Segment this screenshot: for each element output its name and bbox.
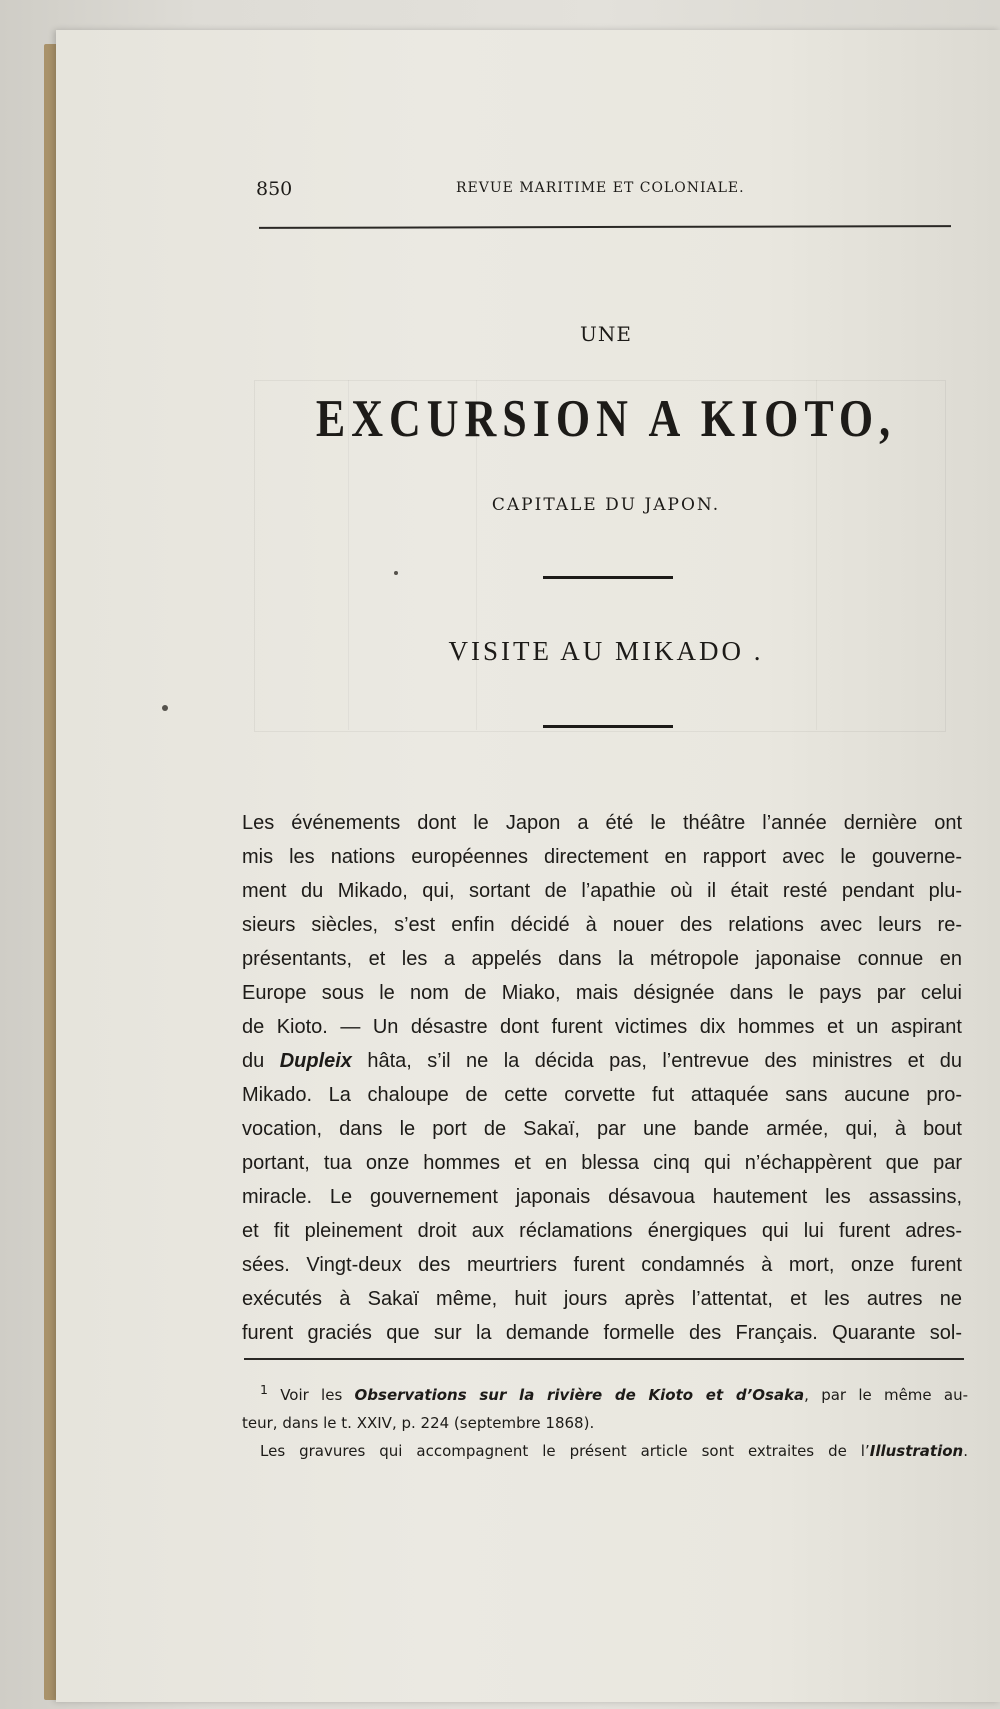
body-line: Les événements dont le Japon a été le théâtre l’année dernière ont	[242, 812, 962, 834]
running-head	[56, 178, 1000, 208]
body-line	[242, 1044, 962, 1078]
body-line: sieurs siècles, s’est enfin décidé à nouer des relations avec leurs re-	[242, 914, 962, 936]
ship-name: Dupleix	[279, 1050, 352, 1072]
body-line: miracle. Le gouvernement japonais désavoua hautement les assassins,	[242, 1186, 962, 1208]
body-line: Europe sous le nom de Miako, mais désignée dans le pays par celui	[242, 982, 962, 1004]
article-subtitle: CAPITALE DU JAPON.	[491, 495, 721, 515]
paper-speck	[394, 571, 398, 575]
body-line: mis les nations européennes directement en rapport avec le gouverne-	[242, 846, 962, 868]
section-divider	[543, 725, 673, 728]
section-title: VISITE AU MIKADO .	[448, 636, 764, 666]
footnote-cited-title: Observations sur la rivière de Kioto et d’Osaka	[354, 1386, 805, 1404]
footnote-text: .	[963, 1442, 968, 1460]
article-title: EXCURSION A KIOTO,	[315, 389, 897, 448]
footnote-marker: 1	[260, 1382, 268, 1397]
body-line: présentants, et les a appelés dans la métropole japonaise connue en	[242, 948, 962, 970]
footnote-1-continued: teur, dans le t. XXIV, p. 224 (septembre 1868).	[242, 1414, 595, 1432]
footnote-1	[242, 1376, 968, 1409]
footnote-rule	[244, 1358, 964, 1360]
footnote-text: Voir les	[267, 1386, 355, 1404]
book-page	[56, 30, 1000, 1702]
footnote-2	[242, 1437, 968, 1465]
header-rule	[259, 225, 951, 229]
body-line: de Kioto. — Un désastre dont furent victimes dix hommes et un aspirant	[242, 1016, 962, 1038]
body-line: ment du Mikado, qui, sortant de l’apathie où il était resté pendant plu-	[242, 880, 962, 902]
footnote-source: Illustration	[869, 1442, 964, 1460]
body-paragraph	[242, 806, 962, 1350]
body-line: et fit pleinement droit aux réclamations énergiques qui lui furent adres-	[242, 1220, 962, 1242]
footnotes	[242, 1376, 968, 1465]
body-line: furent graciés que sur la demande formelle des Français. Quarante sol-	[242, 1322, 962, 1344]
body-line: exécutés à Sakaï même, huit jours après l’attentat, et les autres ne	[242, 1288, 962, 1310]
body-line-rest: hâta, s’il ne la décida pas, l’entrevue des ministres et du	[351, 1050, 962, 1072]
footnote-text: Les gravures qui accompagnent le présent article sont extraites de l’	[260, 1442, 870, 1460]
page-number: 850	[256, 178, 293, 200]
body-line: vocation, dans le port de Sakaï, par une bande armée, qui, à bout	[242, 1118, 962, 1140]
journal-title: REVUE MARITIME ET COLONIALE.	[456, 180, 745, 196]
body-line: sées. Vingt-deux des meurtriers furent condamnés à mort, onze furent	[242, 1254, 962, 1276]
title-divider	[543, 576, 673, 579]
body-line: portant, tua onze hommes et en blessa cinq qui n’échappèrent que par	[242, 1152, 962, 1174]
paper-speck	[162, 705, 168, 711]
body-line-start: du	[242, 1050, 280, 1072]
footnote-text: , par le même au-	[804, 1386, 969, 1404]
title-pre: UNE	[580, 322, 632, 346]
body-line: Mikado. La chaloupe de cette corvette fut attaquée sans aucune pro-	[242, 1084, 962, 1106]
